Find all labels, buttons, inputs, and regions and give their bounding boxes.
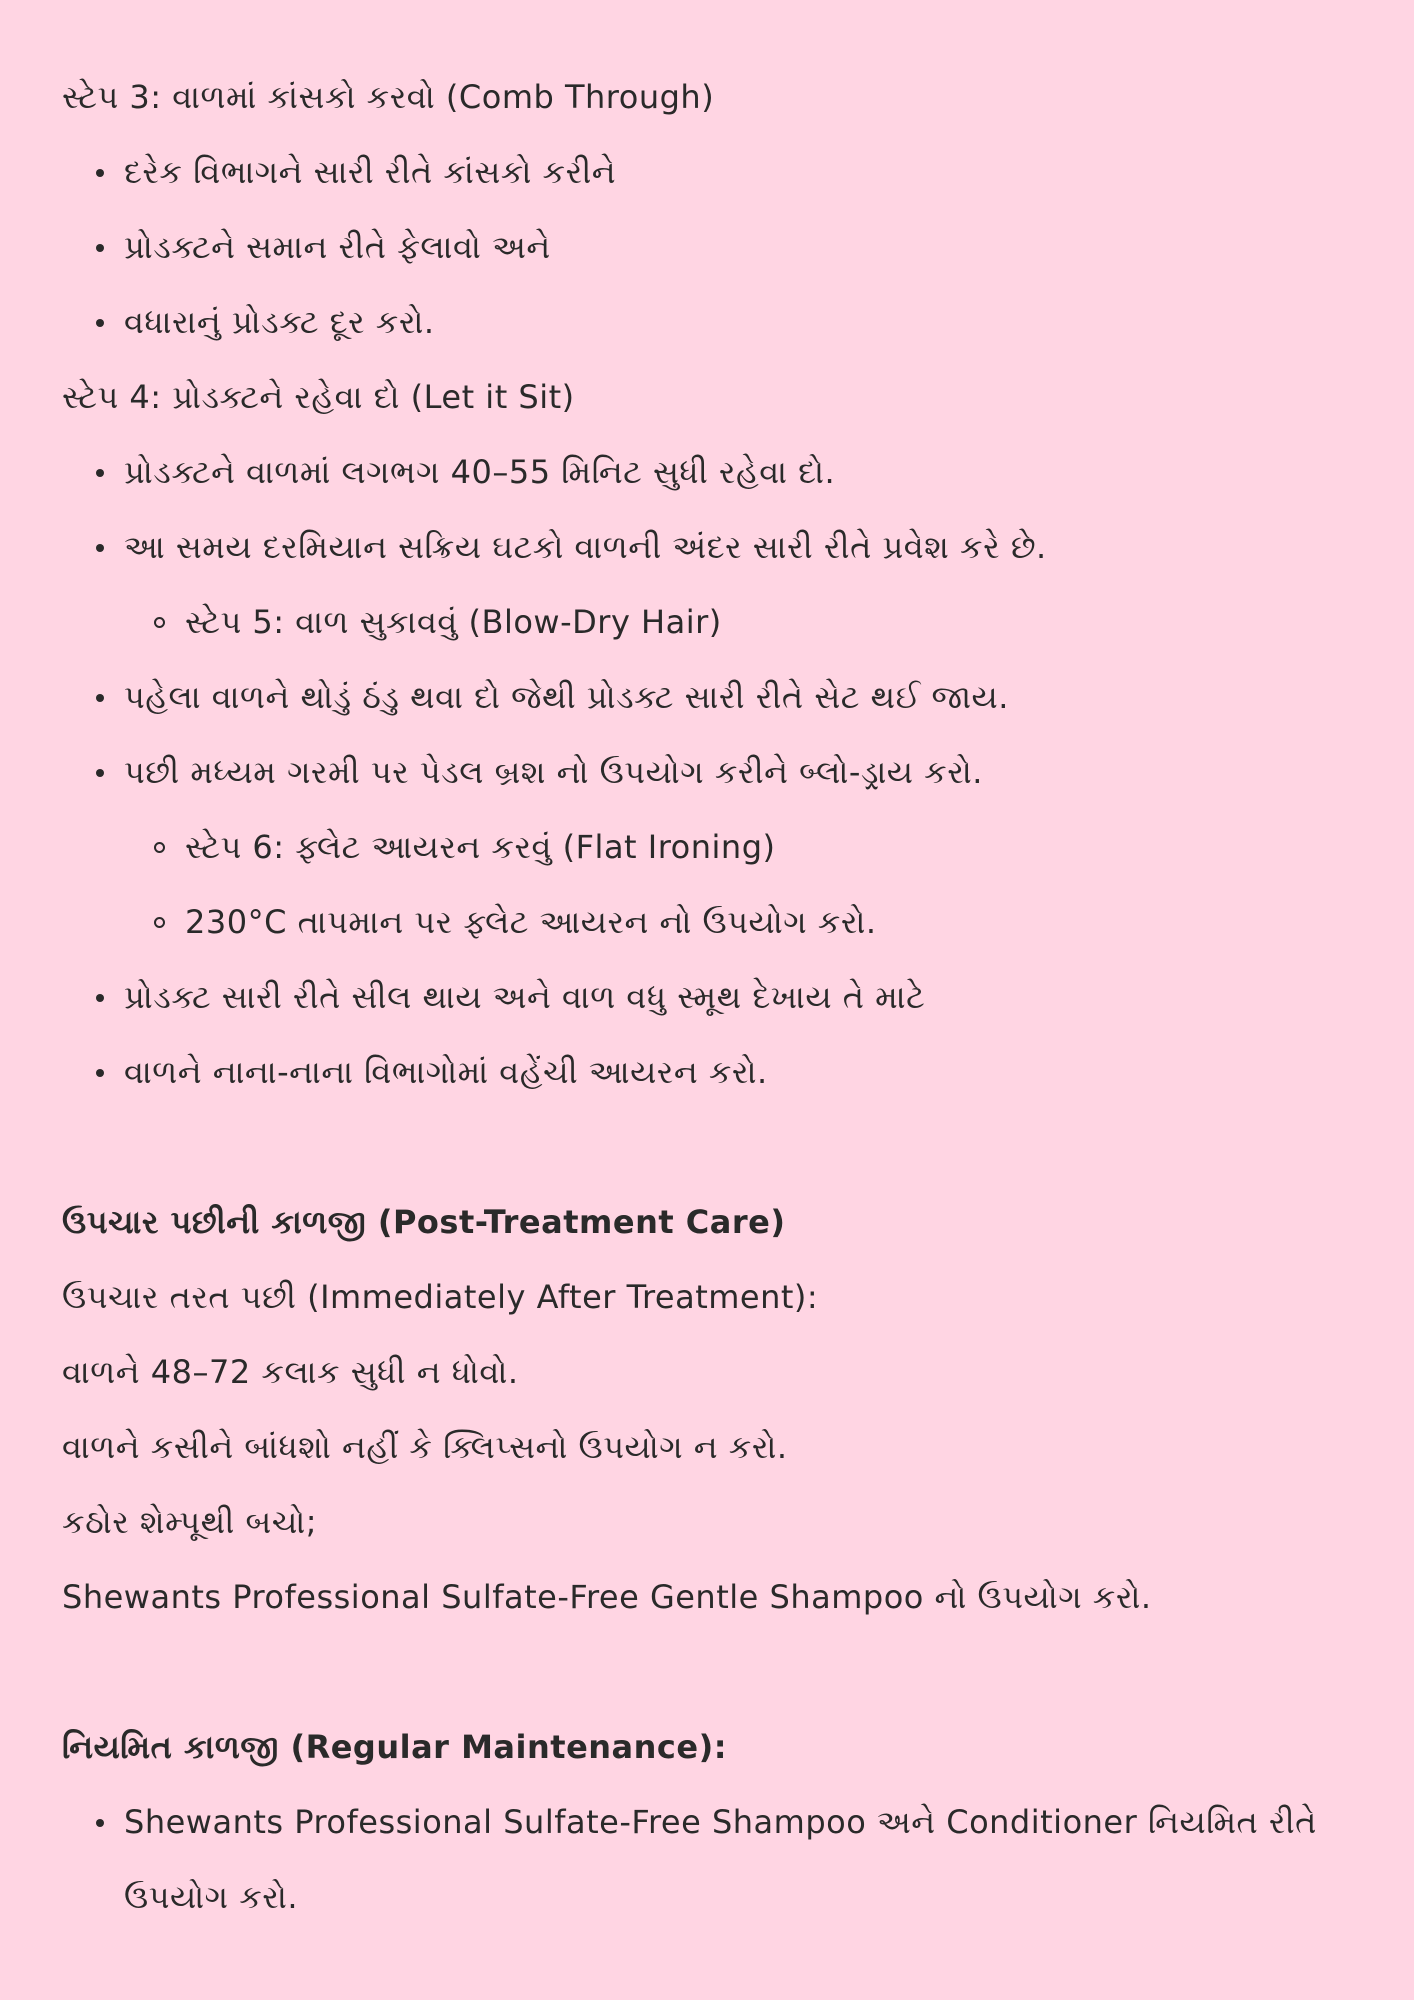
list-item: પછી મધ્યમ ગરમી પર પેડલ બ્રશ નો ઉપયોગ કરીને બ્લો-ડ્રાય કરો.	[62, 735, 1352, 810]
step6-heading: સ્ટેપ 6: ફ્લેટ આયરન કરવું (Flat Ironing)	[62, 810, 1352, 885]
post-care-heading: ઉપચાર પછીની કાળજી (Post-Treatment Care)	[62, 1203, 786, 1241]
step5-heading: સ્ટેપ 5: વાળ સુકાવવું (Blow-Dry Hair)	[62, 585, 1352, 660]
list-item: પ્રોડક્ટને સમાન રીતે ફેલાવો અને	[62, 210, 1352, 285]
list-item: આ સમય દરમિયાન સક્રિય ઘટકો વાળની અંદર સારી રીતે પ્રવેશ કરે છે.	[62, 510, 1352, 585]
post-care-line: વાળને કસીને બાંધશો નહીં કે ક્લિપ્સનો ઉપયોગ ન કરો.	[62, 1428, 788, 1466]
spacer	[62, 1110, 1352, 1185]
list-item: દરેક વિભાગને સારી રીતે કાંસકો કરીને	[62, 135, 1352, 210]
list-item: પહેલા વાળને થોડું ઠંડુ થવા દો જેથી પ્રોડક્ટ સારી રીતે સેટ થઈ જાય.	[62, 660, 1352, 735]
step4-list	[62, 435, 1352, 1110]
list-item: પ્રોડક્ટને વાળમાં લગભગ 40–55 મિનિટ સુધી રહેવા દો.	[62, 435, 1352, 510]
list-item: વધારાનું પ્રોડક્ટ દૂર કરો.	[62, 285, 1352, 360]
maintenance-heading: નિયમિત કાળજી (Regular Maintenance):	[62, 1728, 728, 1766]
step4-heading: સ્ટેપ 4: પ્રોડક્ટને રહેવા દો (Let it Sit)	[62, 378, 575, 416]
post-care-line: વાળને 48–72 કલાક સુધી ન ધોવો.	[62, 1353, 519, 1391]
step3-heading: સ્ટેપ 3: વાળમાં કાંસકો કરવો (Comb Through)	[62, 78, 715, 116]
post-care-line: કઠોર શેમ્પૂથી બચો;	[62, 1503, 318, 1541]
maintenance-list	[62, 1785, 1352, 1935]
post-care-subheading: ઉપચાર તરત પછી (Immediately After Treatment):	[62, 1278, 819, 1316]
spacer	[62, 1635, 1352, 1710]
sub-list-item: 230°C તાપમાન પર ફ્લેટ આયરન નો ઉપયોગ કરો.	[62, 885, 1352, 960]
post-care-line: Shewants Professional Sulfate-Free Gentle Shampoo નો ઉપયોગ કરો.	[62, 1578, 1152, 1616]
list-item: પ્રોડક્ટ સારી રીતે સીલ થાય અને વાળ વધુ સ્મૂથ દેખાય તે માટે	[62, 960, 1352, 1035]
list-item: Shewants Professional Sulfate-Free Shampoo અને Conditioner નિયમિત રીતે ઉપયોગ કરો.	[62, 1785, 1394, 1935]
step3-list	[62, 135, 1352, 360]
list-item: વાળને નાના-નાના વિભાગોમાં વહેંચી આયરન કરો.	[62, 1035, 1352, 1110]
